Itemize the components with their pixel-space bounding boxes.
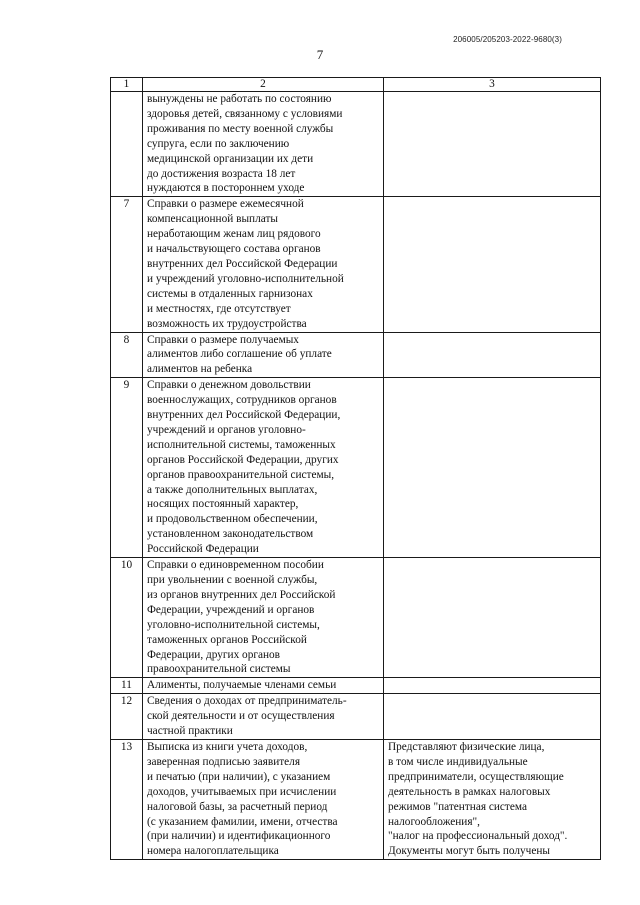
table-row <box>111 197 601 332</box>
page-number: 7 <box>316 47 324 62</box>
row-document-name: Алименты, получаемые членами семьи <box>143 678 384 694</box>
row-number: 8 <box>111 332 143 378</box>
row-number <box>111 92 143 197</box>
row-note <box>384 678 601 694</box>
row-document-name: Справки о единовременном пособии при увольнении с военной службы, из органов внутренних дел Российской Федерации, учреждений и органов уголовно-исполнительной системы, таможенных органов Российской Федерации, других органов правоохранительной системы <box>143 558 384 678</box>
column-header-1: 1 <box>111 78 143 92</box>
table-row <box>111 678 601 694</box>
row-number: 7 <box>111 197 143 332</box>
row-note <box>384 197 601 332</box>
row-document-name: Справки о размере ежемесячной компенсационной выплаты неработающим женам лиц рядового и начальствующего состава органов внутренних дел Российской Федерации и учреждений уголовно-исполнительной системы в отдаленных гарнизонах и местностях, где отсутствует возможность их трудоустройства <box>143 197 384 332</box>
row-note <box>384 332 601 378</box>
row-note <box>384 694 601 740</box>
table-row <box>111 378 601 558</box>
documents-table <box>110 77 601 860</box>
row-document-name: Выписка из книги учета доходов, заверенная подписью заявителя и печатью (при наличии), с указанием доходов, учитываемых при исчислении налоговой базы, за расчетный период (с указанием фамилии, имени, отчества (при наличии) и идентификационного номера налогоплательщика <box>143 739 384 859</box>
row-document-name: Справки о денежном довольствии военнослужащих, сотрудников органов внутренних дел Российской Федерации, учреждений и органов уголовно- исполнительной системы, таможенных органов Российской Федерации, других органов правоохранительной системы, а также дополнительных выплатах, носящих постоянный характер, и продовольственном обеспечении, установленном законодательством Российской Федерации <box>143 378 384 558</box>
row-number: 10 <box>111 558 143 678</box>
row-number: 9 <box>111 378 143 558</box>
document-id: 206005/205203-2022-9680(3) <box>453 35 562 44</box>
column-header-3: 3 <box>384 78 601 92</box>
row-note <box>384 558 601 678</box>
row-note: Представляют физические лица, в том числе индивидуальные предприниматели, осуществляющие деятельность в рамках налоговых режимов "патентная система налогообложения", "налог на профессиональный доход". Документы могут быть получены <box>384 739 601 859</box>
table-row <box>111 92 601 197</box>
table-row <box>111 739 601 859</box>
row-number: 11 <box>111 678 143 694</box>
row-note <box>384 378 601 558</box>
row-number: 12 <box>111 694 143 740</box>
table-row <box>111 332 601 378</box>
row-number: 13 <box>111 739 143 859</box>
row-note <box>384 92 601 197</box>
column-header-2: 2 <box>143 78 384 92</box>
table-row <box>111 694 601 740</box>
row-document-name: вынуждены не работать по состоянию здоровья детей, связанному с условиями проживания по месту военной службы супруга, если по заключению медицинской организации их дети до достижения возраста 18 лет нуждаются в постороннем уходе <box>143 92 384 197</box>
table-header-row <box>111 78 601 92</box>
row-document-name: Сведения о доходах от предприниматель- ской деятельности и от осуществления частной практики <box>143 694 384 740</box>
row-document-name: Справки о размере получаемых алиментов либо соглашение об уплате алиментов на ребенка <box>143 332 384 378</box>
table-row <box>111 558 601 678</box>
